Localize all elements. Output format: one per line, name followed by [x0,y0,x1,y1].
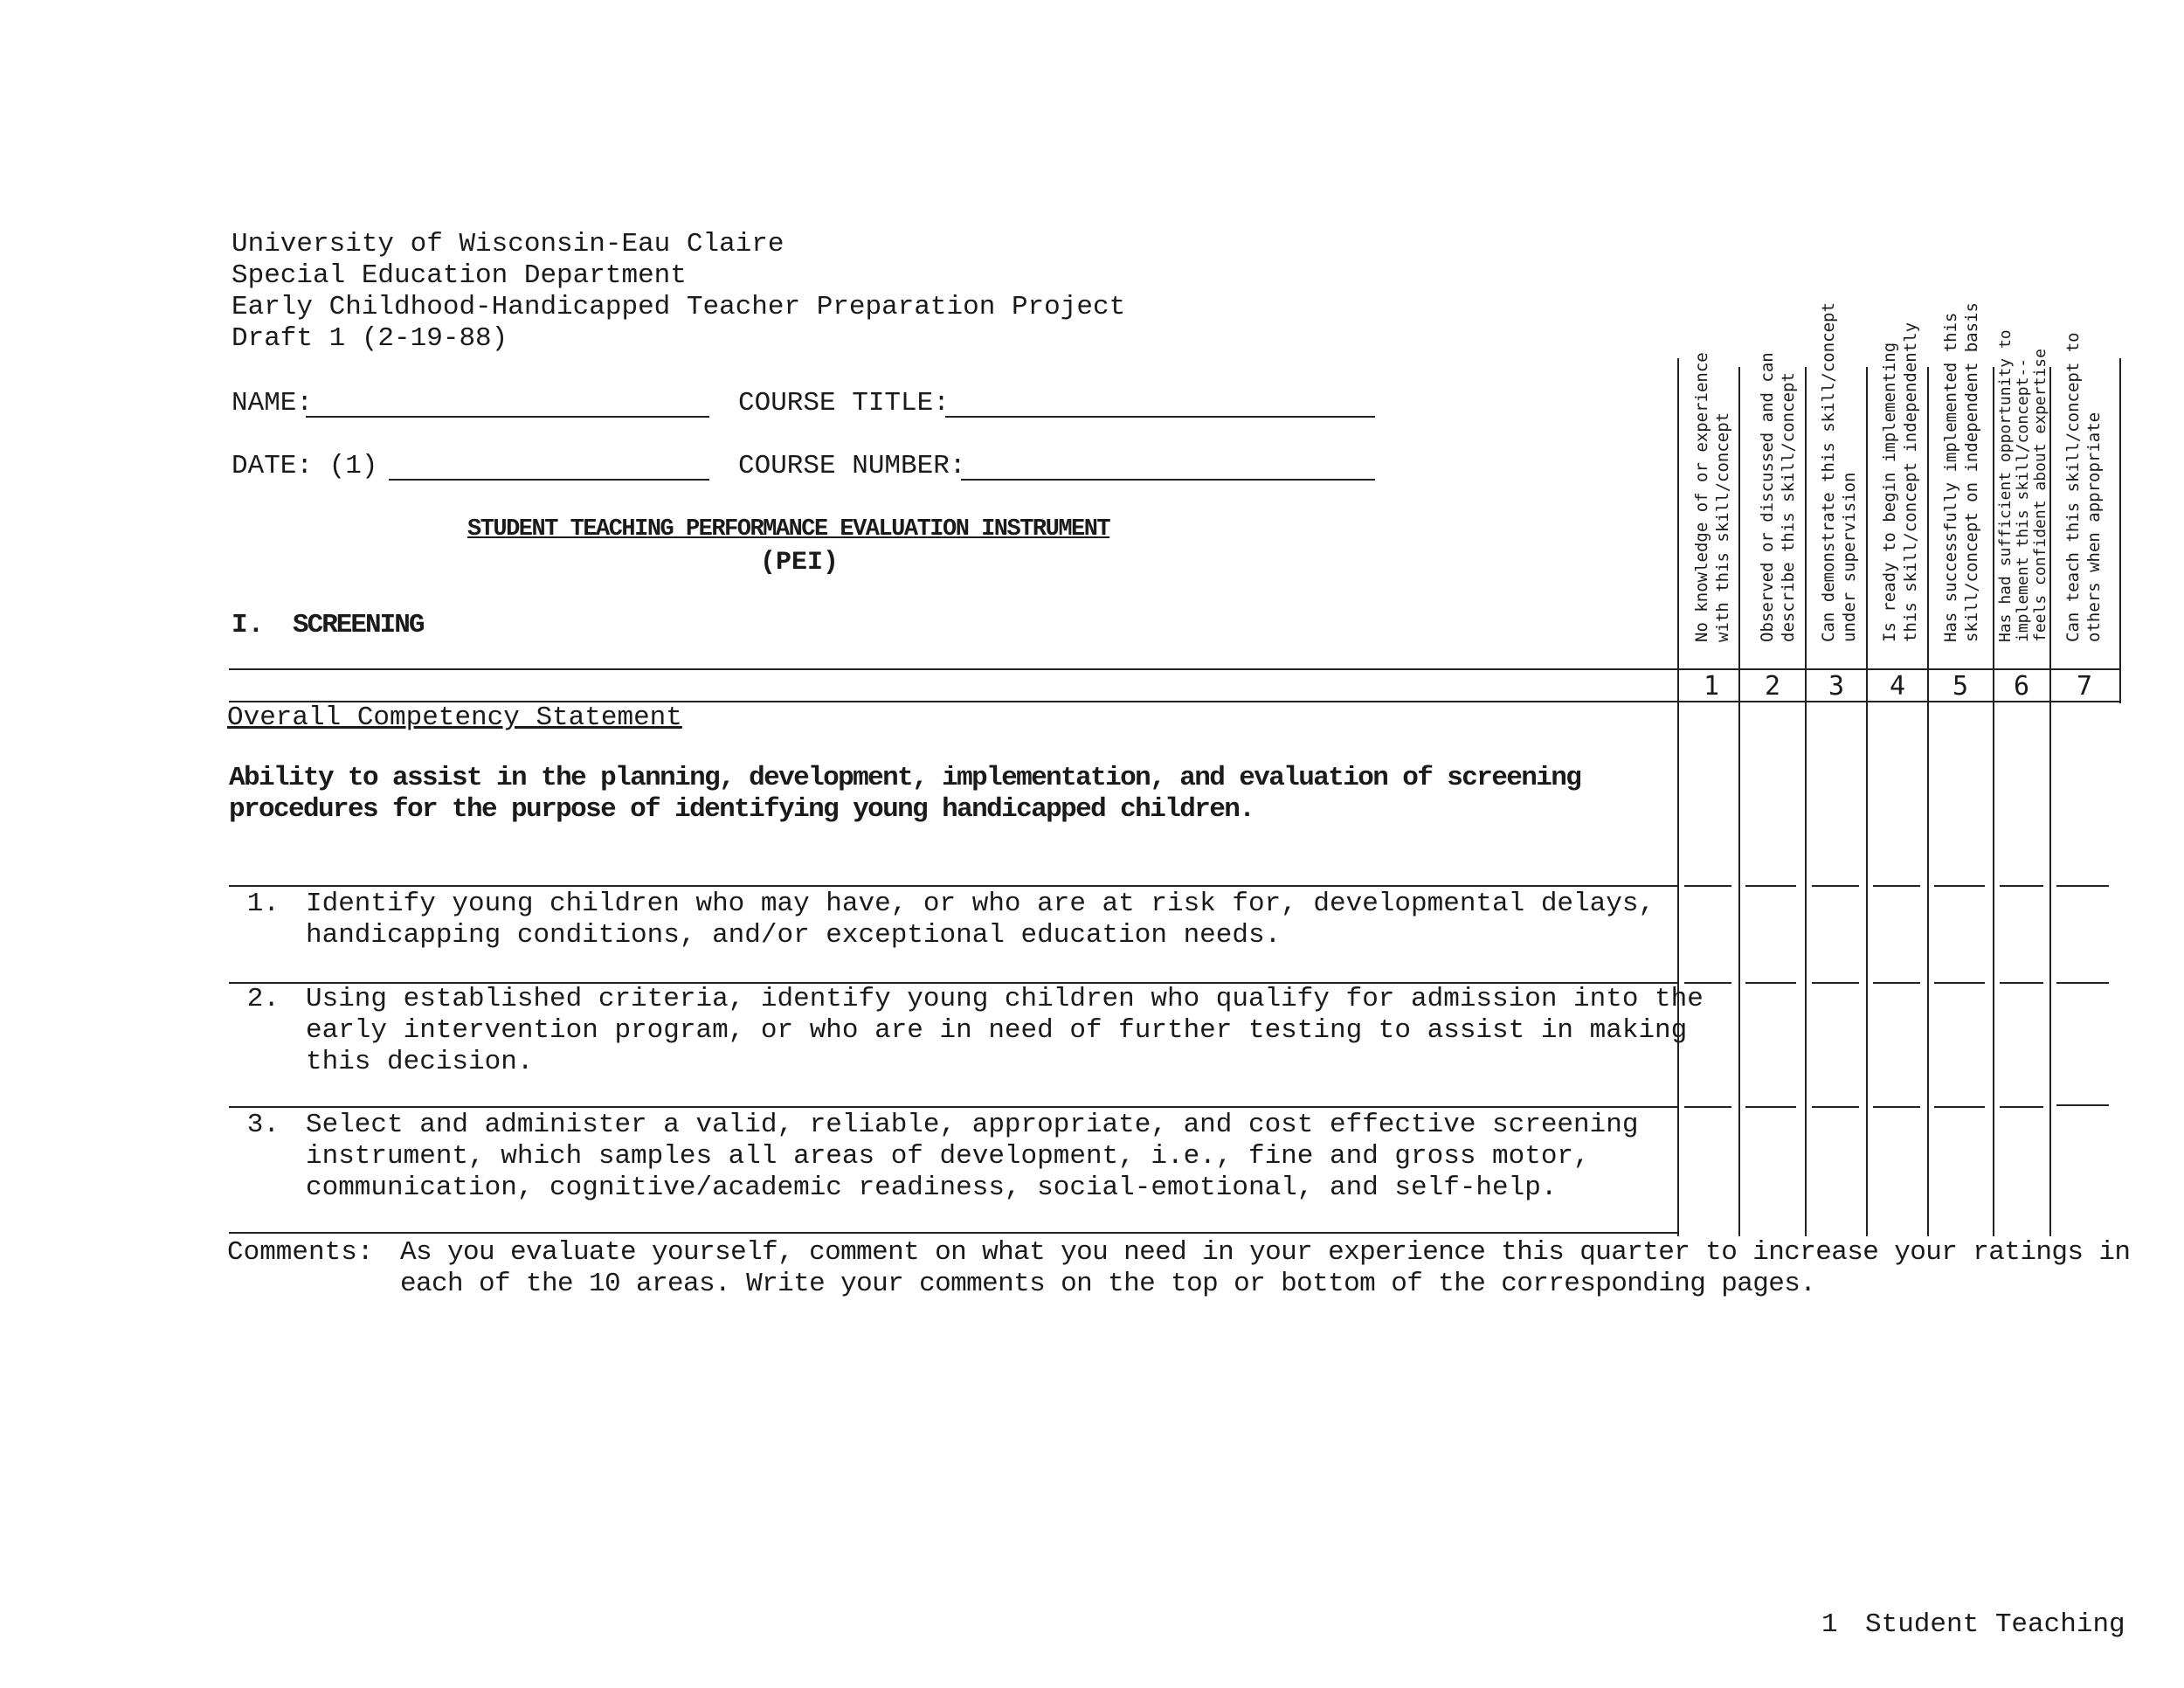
comments-text: As you evaluate yourself, comment on what you need in your experience this quarter to increase your ratings in each of the 10 areas. Write your comments on the top or bottom of the corresponding pages. [400,1237,2131,1299]
table-rule [1677,668,2119,670]
rating-number-6: 6 [2013,671,2030,702]
rating-blank[interactable] [2056,885,2109,887]
rating-grid-line [1866,367,1868,1236]
item-rule [229,885,1677,887]
item-rule [229,1106,1677,1108]
document-title: STUDENT TEACHING PERFORMANCE EVALUATION INSTRUMENT [467,516,1110,543]
item-number: 2. [246,984,280,1014]
rating-blank[interactable] [1934,1106,1985,1108]
item-number: 1. [246,889,280,919]
rating-column-header-4: Is ready to begin implementing this skill/concept independently [1880,322,1920,642]
rating-blank[interactable] [2000,982,2043,984]
rating-column-header-6: Has had sufficient opportunity to implement this skill/concept-- feels confident about expertise [1996,329,2049,642]
rating-grid-line [1677,358,1679,1236]
list-item [227,1110,1638,1204]
header-project: Early Childhood-Handicapped Teacher Preparation Project [232,292,1126,322]
rating-column-header-2: Observed or discussed and can describe this skill/concept [1758,352,1798,642]
table-rule [229,668,1677,670]
rating-blank[interactable] [2000,1106,2043,1108]
footer-label: Student Teaching [1865,1609,2125,1640]
rating-column-header-7: Can teach this skill/concept to others when appropriate [2063,332,2104,642]
item-rule [229,1232,1677,1234]
document-subtitle: (PEI) [760,548,840,578]
rating-grid-line [2119,358,2121,703]
header-draft: Draft 1 (2-19-88) [232,323,508,354]
rating-blank[interactable] [1745,982,1796,984]
competency-statement: Ability to assist in the planning, development, implementation, and evaluation of screening procedures for the purpose of identifying young handicapped children. [229,763,1581,825]
rating-grid-line [1805,367,1807,1236]
rating-number-5: 5 [1952,671,1969,702]
rating-grid-line [1738,367,1740,1236]
rating-blank[interactable] [2056,982,2109,984]
name-label: NAME: [232,388,314,419]
rating-column-header-1: No knowledge of or experience with this skill/concept [1692,352,1732,642]
rating-blank[interactable] [1745,885,1796,887]
name-field[interactable] [306,416,709,418]
date-field[interactable] [389,479,709,481]
section-name: SCREENING [293,610,424,640]
rating-number-7: 7 [2076,671,2093,702]
item-text-line: early intervention program, or who are in need of further testing to assist in making [306,1015,1688,1046]
list-item [227,984,1704,1078]
course-title-label: COURSE TITLE: [738,388,950,419]
rating-number-3: 3 [1828,671,1845,702]
rating-blank[interactable] [1873,982,1920,984]
rating-blank[interactable] [1934,885,1985,887]
item-text-line: instrument, which samples all areas of development, i.e., fine and gross motor, [306,1141,1590,1172]
rating-blank[interactable] [1745,1106,1796,1108]
table-rule [1677,701,2119,702]
item-text-line: communication, cognitive/academic readiness, social-emotional, and self-help. [306,1173,1558,1203]
course-title-field[interactable] [945,416,1375,418]
header-block [232,229,1125,355]
rating-blank[interactable] [1684,1106,1731,1108]
rating-number-1: 1 [1703,671,1720,702]
rating-blank[interactable] [1873,885,1920,887]
course-number-label: COURSE NUMBER: [738,451,966,481]
item-text-line: Using established criteria, identify young children who qualify for admission into the [306,984,1704,1014]
section-number: I. [232,610,265,640]
course-number-field[interactable] [961,479,1375,481]
rating-blank[interactable] [1812,1106,1859,1108]
rating-number-4: 4 [1889,671,1906,702]
item-text-line: this decision. [306,1047,534,1077]
item-text-line: Identify young children who may have, or who are at risk for, developmental delays, [306,889,1655,919]
rating-blank[interactable] [2000,885,2043,887]
header-institution: University of Wisconsin-Eau Claire [232,229,784,259]
rating-column-header-5: Has successfully implemented this skill/concept on independent basis [1941,302,1981,642]
page-number: 1 [1821,1609,1838,1640]
rating-blank[interactable] [1812,885,1859,887]
comments-label: Comments: [227,1237,374,1268]
competency-heading: Overall Competency Statement [227,702,682,733]
rating-blank[interactable] [2056,1104,2109,1106]
rating-grid-line [1993,367,1994,1236]
rating-blank[interactable] [1873,1106,1920,1108]
item-text-line: Select and administer a valid, reliable, appropriate, and cost effective screening [306,1110,1639,1140]
rating-blank[interactable] [1684,885,1731,887]
rating-column-header-3: Can demonstrate this skill/concept under supervision [1819,302,1859,642]
item-number: 3. [246,1110,280,1140]
rating-blank[interactable] [1812,982,1859,984]
rating-number-2: 2 [1764,671,1781,702]
rating-blank[interactable] [1934,982,1985,984]
date-label: DATE: (1) [232,451,378,481]
list-item [227,889,1655,951]
item-text-line: handicapping conditions, and/or exceptional education needs. [306,920,1282,951]
rating-grid-line [1927,367,1929,1236]
header-department: Special Education Department [232,260,687,291]
rating-grid-line [2049,367,2051,1236]
